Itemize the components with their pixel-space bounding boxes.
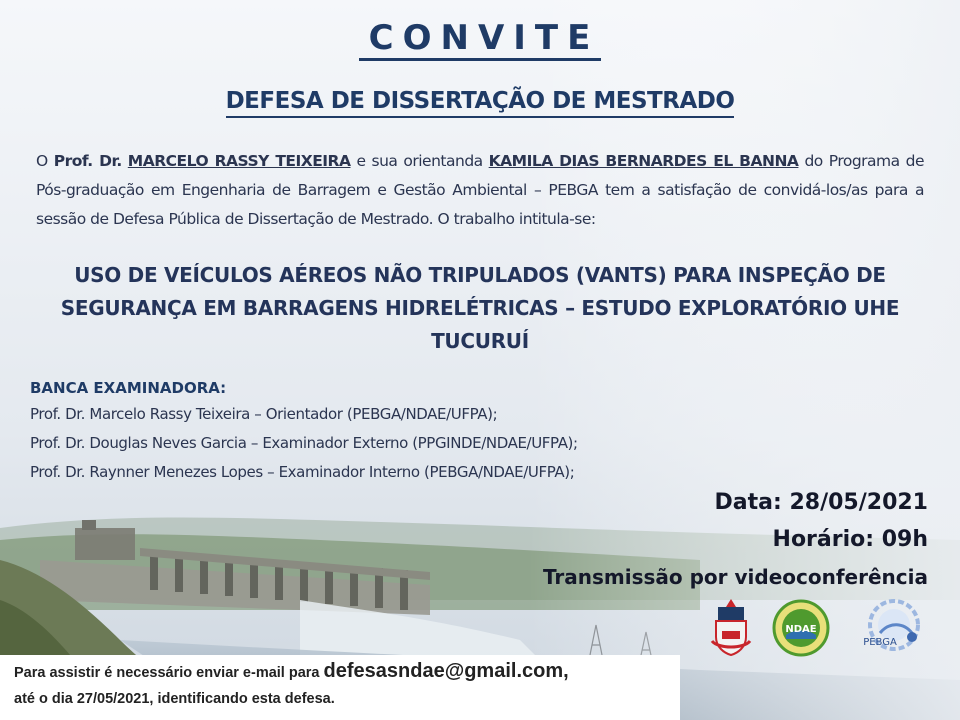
ndae-seal-logo bbox=[772, 599, 830, 657]
board-member: Prof. Dr. Raynner Menezes Lopes – Examinador Interno (PEBGA/NDAE/UFPA); bbox=[30, 463, 575, 481]
broadcast-mode: Transmissão por videoconferência bbox=[542, 565, 928, 589]
board-member: Prof. Dr. Marcelo Rassy Teixeira – Orientador (PEBGA/NDAE/UFPA); bbox=[30, 405, 498, 423]
notice-line-2: até o dia 27/05/2021, identificando esta defesa. bbox=[14, 691, 335, 707]
pebga-logo bbox=[850, 597, 938, 659]
advisor-name: MARCELO RASSY TEIXEIRA bbox=[127, 152, 351, 170]
intro-paragraph bbox=[36, 147, 924, 234]
student-name: KAMILA DIAS BERNARDES EL BANNA bbox=[488, 152, 799, 170]
ndae-logo-text: NDAE bbox=[785, 624, 817, 635]
schedule-block bbox=[543, 484, 928, 596]
intro-rest: do Programa de Pós-graduação em Engenharia de Barragem e Gestão Ambiental – PEBGA tem a satisfação de convidá-los/as para a sessão de Defesa Pública de Dissertação de Mestrado. O trabalho intitula-se: bbox=[36, 152, 925, 228]
invitation-title: CONVITE bbox=[359, 18, 602, 61]
pebga-logo-text: PEBGA bbox=[863, 637, 897, 648]
examining-board bbox=[30, 376, 710, 487]
notice-line-1 bbox=[14, 660, 569, 683]
board-heading: BANCA EXAMINADORA: bbox=[30, 379, 227, 397]
contact-email[interactable]: defesasndae@gmail.com, bbox=[323, 660, 569, 682]
notice-prefix: Para assistir é necessário enviar e-mail para bbox=[14, 665, 320, 681]
defense-date: Data: 28/05/2021 bbox=[714, 490, 928, 515]
intro-start: O bbox=[36, 152, 48, 170]
attendance-notice bbox=[0, 655, 680, 720]
institution-logos bbox=[700, 593, 945, 663]
defense-time: Horário: 09h bbox=[772, 527, 928, 552]
dissertation-title: USO DE VEÍCULOS AÉREOS NÃO TRIPULADOS (VANTS) PARA INSPEÇÃO DE SEGURANÇA EM BARRAGENS HIDRELÉTRICAS – ESTUDO EXPLORATÓRIO UHE TUCURUÍ bbox=[60, 263, 900, 353]
intro-middle: e sua orientanda bbox=[356, 152, 483, 170]
advisor-title: Prof. Dr. bbox=[53, 152, 122, 170]
defense-subtitle: DEFESA DE DISSERTAÇÃO DE MESTRADO bbox=[226, 86, 735, 118]
board-member: Prof. Dr. Douglas Neves Garcia – Examinador Externo (PPGINDE/NDAE/UFPA); bbox=[30, 434, 578, 452]
ufpa-crest-logo bbox=[708, 597, 754, 657]
